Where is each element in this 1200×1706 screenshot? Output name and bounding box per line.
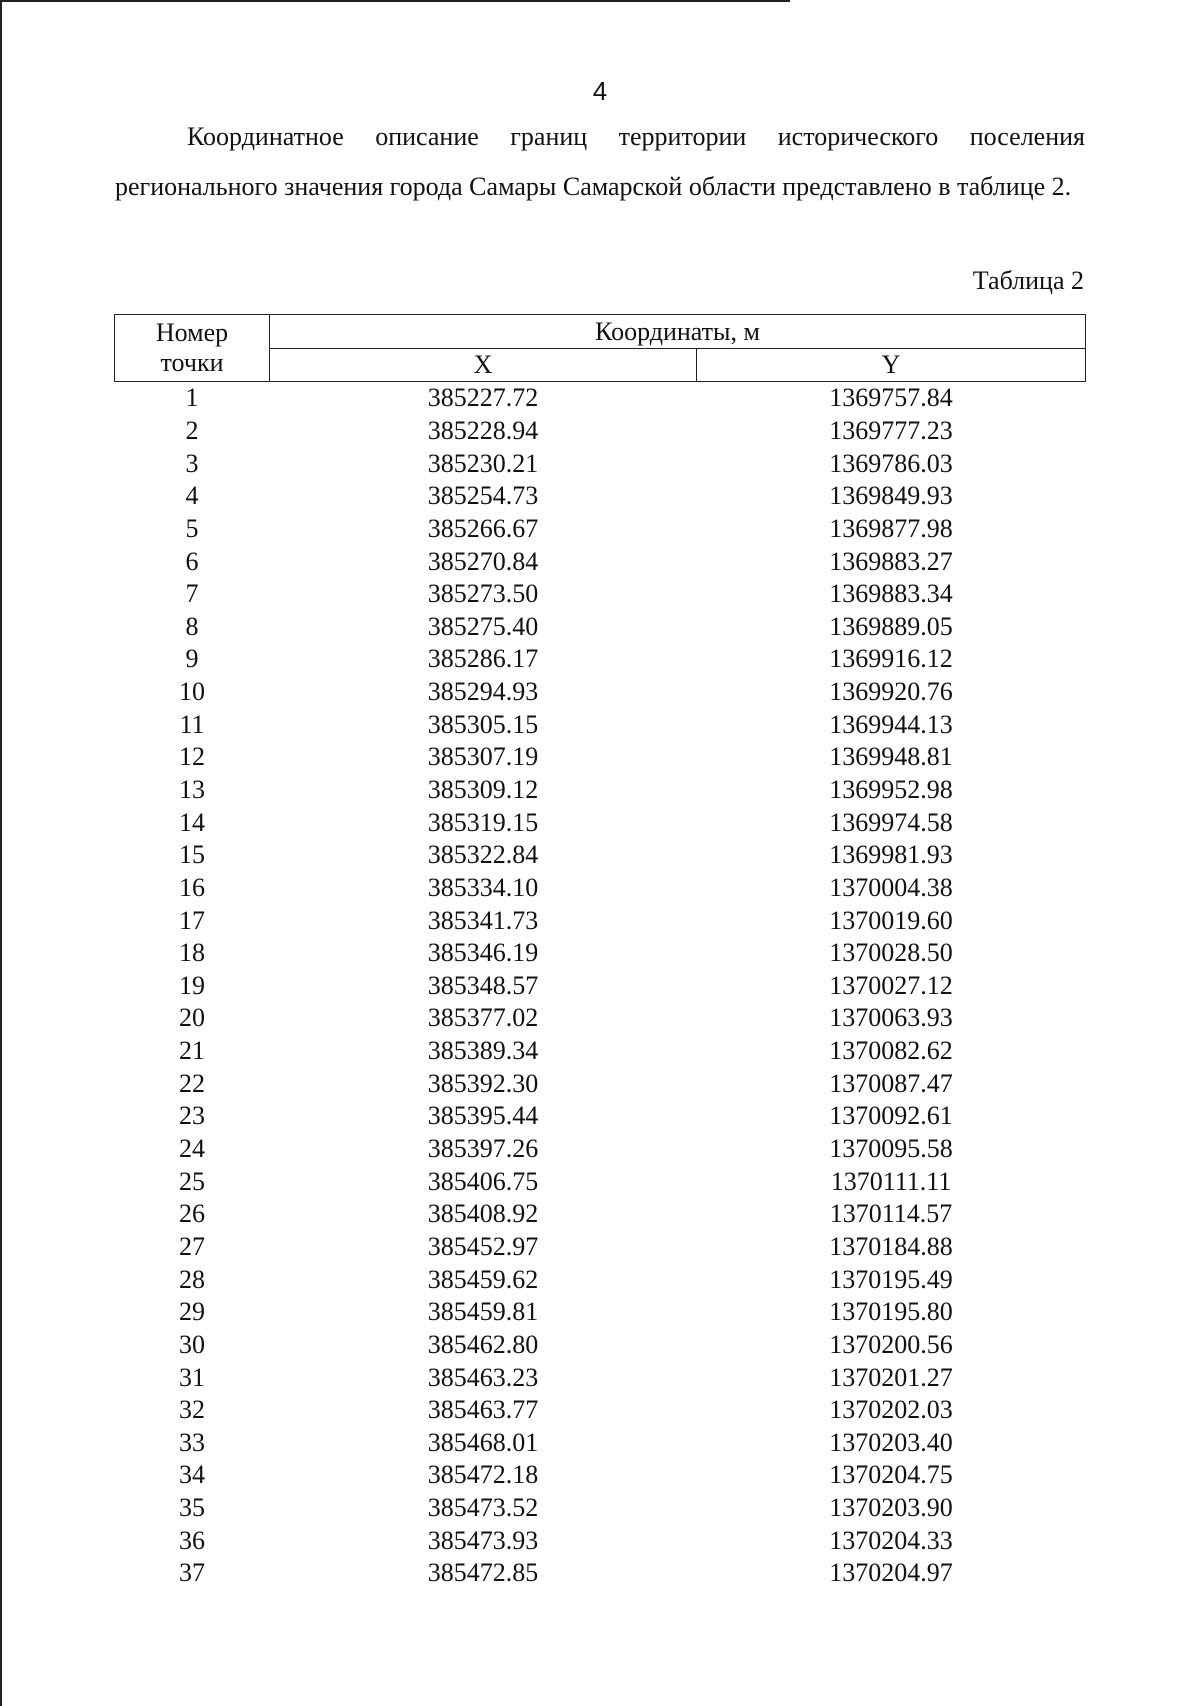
cell-y: 1369777.23 <box>829 415 953 445</box>
table-row <box>115 513 1086 546</box>
cell-point-number: 22 <box>179 1068 205 1098</box>
cell-x: 385468.01 <box>427 1427 539 1457</box>
cell-x: 385266.67 <box>427 513 539 543</box>
cell-point-number: 9 <box>185 644 199 674</box>
cell-x: 385389.34 <box>427 1036 539 1066</box>
header-point-number <box>115 315 270 382</box>
cell-x: 385408.92 <box>427 1199 539 1229</box>
table-row <box>115 1524 1086 1557</box>
cell-x: 385348.57 <box>427 970 539 1000</box>
table-row <box>115 1459 1086 1492</box>
table-row <box>115 741 1086 774</box>
cell-y: 1370095.58 <box>829 1134 953 1164</box>
table-row <box>115 1296 1086 1329</box>
table-row <box>115 839 1086 872</box>
intro-paragraph: Координатное описание границ территории исторического поселения регионального значения города Самары Самарской области представлено в таблице 2. <box>115 122 1085 201</box>
cell-point-number: 20 <box>179 1003 205 1033</box>
cell-point-number: 5 <box>185 513 199 543</box>
header-coordinates: Координаты, м <box>270 315 1086 349</box>
header-point-number-line2: точки <box>160 348 224 377</box>
cell-point-number: 29 <box>179 1297 205 1327</box>
table-row <box>115 1231 1086 1264</box>
table-row <box>115 545 1086 578</box>
cell-x: 385322.84 <box>427 840 539 870</box>
cell-point-number: 33 <box>179 1427 205 1457</box>
cell-point-number: 31 <box>179 1362 205 1392</box>
cell-y: 1370092.61 <box>829 1101 953 1131</box>
cell-x: 385463.77 <box>427 1395 539 1425</box>
table-row <box>115 1492 1086 1525</box>
cell-x: 385275.40 <box>427 611 539 641</box>
cell-y: 1370204.33 <box>829 1525 953 1555</box>
cell-point-number: 21 <box>179 1036 205 1066</box>
cell-x: 385334.10 <box>427 872 539 902</box>
cell-y: 1370082.62 <box>829 1036 953 1066</box>
table-row <box>115 676 1086 709</box>
cell-y: 1370195.49 <box>829 1264 953 1294</box>
cell-y: 1370027.12 <box>829 970 953 1000</box>
cell-x: 385286.17 <box>427 644 539 674</box>
table-row <box>115 1002 1086 1035</box>
cell-x: 385228.94 <box>427 415 539 445</box>
cell-point-number: 18 <box>179 938 205 968</box>
cell-point-number: 11 <box>179 709 205 739</box>
table-row <box>115 1198 1086 1231</box>
cell-y: 1369974.58 <box>829 807 953 837</box>
cell-point-number: 7 <box>185 579 199 609</box>
cell-y: 1370204.97 <box>829 1558 953 1588</box>
cell-point-number: 1 <box>185 383 199 413</box>
cell-x: 385463.23 <box>427 1362 539 1392</box>
cell-x: 385459.62 <box>427 1264 539 1294</box>
cell-y: 1370028.50 <box>829 938 953 968</box>
page-number: 4 <box>592 76 608 106</box>
cell-x: 385307.19 <box>427 742 539 772</box>
cell-y: 1370063.93 <box>829 1003 953 1033</box>
table-row <box>115 1165 1086 1198</box>
cell-point-number: 12 <box>179 742 205 772</box>
cell-x: 385406.75 <box>427 1166 539 1196</box>
table-row <box>115 1394 1086 1427</box>
cell-y: 1370203.40 <box>829 1427 953 1457</box>
table-row <box>115 1361 1086 1394</box>
cell-point-number: 16 <box>179 872 205 902</box>
cell-y: 1369920.76 <box>829 677 953 707</box>
table-row <box>115 578 1086 611</box>
cell-point-number: 8 <box>185 611 199 641</box>
table-row <box>115 1557 1086 1590</box>
cell-x: 385341.73 <box>427 905 539 935</box>
cell-x: 385377.02 <box>427 1003 539 1033</box>
cell-y: 1369877.98 <box>829 513 953 543</box>
table-row <box>115 1100 1086 1133</box>
table-row <box>115 806 1086 839</box>
cell-x: 385473.93 <box>427 1525 539 1555</box>
table-row <box>115 872 1086 905</box>
cell-y: 1369944.13 <box>829 709 953 739</box>
cell-y: 1370200.56 <box>829 1329 953 1359</box>
cell-y: 1369757.84 <box>829 383 953 413</box>
table-row <box>115 610 1086 643</box>
cell-y: 1369952.98 <box>829 775 953 804</box>
cell-y: 1369849.93 <box>829 481 953 511</box>
cell-x: 385472.18 <box>427 1460 539 1490</box>
cell-x: 385309.12 <box>427 775 539 804</box>
coordinates-table <box>114 314 1086 1590</box>
cell-y: 1370203.90 <box>829 1493 953 1523</box>
table-row <box>115 1329 1086 1362</box>
cell-y: 1369889.05 <box>829 611 953 641</box>
cell-y: 1369916.12 <box>829 644 953 674</box>
cell-point-number: 19 <box>179 970 205 1000</box>
page-border-left <box>0 0 2 1706</box>
cell-y: 1370004.38 <box>829 872 953 902</box>
cell-point-number: 14 <box>179 807 205 837</box>
cell-y: 1369948.81 <box>829 742 953 772</box>
cell-x: 385254.73 <box>427 481 539 511</box>
table-row <box>115 415 1086 448</box>
cell-y: 1370202.03 <box>829 1395 953 1425</box>
cell-point-number: 36 <box>179 1525 205 1555</box>
cell-point-number: 23 <box>179 1101 205 1131</box>
cell-point-number: 30 <box>179 1329 205 1359</box>
cell-point-number: 26 <box>179 1199 205 1229</box>
table-row <box>115 1427 1086 1460</box>
table-row <box>115 1067 1086 1100</box>
cell-x: 385270.84 <box>427 546 539 576</box>
cell-point-number: 13 <box>179 775 205 804</box>
cell-point-number: 10 <box>179 677 205 707</box>
table-row <box>115 643 1086 676</box>
cell-x: 385319.15 <box>427 807 539 837</box>
table-row <box>115 937 1086 970</box>
cell-x: 385392.30 <box>427 1068 539 1098</box>
cell-y: 1370195.80 <box>829 1297 953 1327</box>
table-row <box>115 904 1086 937</box>
cell-y: 1370201.27 <box>829 1362 953 1392</box>
cell-y: 1370204.75 <box>829 1460 953 1490</box>
cell-x: 385230.21 <box>427 448 539 478</box>
cell-x: 385294.93 <box>427 677 539 707</box>
table-row <box>115 970 1086 1003</box>
table-row <box>115 382 1086 415</box>
table-row <box>115 447 1086 480</box>
cell-x: 385462.80 <box>427 1329 539 1359</box>
cell-x: 385346.19 <box>427 938 539 968</box>
cell-x: 385452.97 <box>427 1231 539 1261</box>
cell-y: 1370111.11 <box>830 1166 952 1196</box>
cell-y: 1369981.93 <box>829 840 953 870</box>
cell-point-number: 17 <box>179 905 205 935</box>
cell-point-number: 32 <box>179 1395 205 1425</box>
cell-point-number: 28 <box>179 1264 205 1294</box>
cell-point-number: 37 <box>179 1558 205 1588</box>
cell-x: 385395.44 <box>427 1101 539 1131</box>
table-row <box>115 1133 1086 1166</box>
cell-y: 1370114.57 <box>829 1199 953 1229</box>
table-body <box>115 382 1086 1590</box>
cell-y: 1369883.34 <box>829 579 953 609</box>
header-y: Y <box>697 349 1086 382</box>
table-row <box>115 1035 1086 1068</box>
page-border-top <box>0 0 790 2</box>
cell-y: 1370184.88 <box>829 1231 953 1261</box>
cell-x: 385273.50 <box>427 579 539 609</box>
cell-x: 385472.85 <box>427 1558 539 1588</box>
header-x: X <box>270 349 697 382</box>
cell-y: 1370019.60 <box>829 905 953 935</box>
table-row <box>115 774 1086 807</box>
cell-point-number: 34 <box>179 1460 205 1490</box>
cell-y: 1370087.47 <box>829 1068 953 1098</box>
cell-x: 385305.15 <box>427 709 539 739</box>
cell-point-number: 25 <box>179 1166 205 1196</box>
table-row <box>115 480 1086 513</box>
cell-point-number: 3 <box>185 448 199 478</box>
cell-y: 1369883.27 <box>829 546 953 576</box>
cell-point-number: 4 <box>185 481 199 511</box>
cell-x: 385459.81 <box>427 1297 539 1327</box>
table-caption: Таблица 2 <box>972 266 1084 295</box>
cell-x: 385227.72 <box>427 383 539 413</box>
cell-point-number: 27 <box>179 1231 205 1261</box>
cell-x: 385473.52 <box>427 1493 539 1523</box>
table-row <box>115 708 1086 741</box>
cell-point-number: 2 <box>185 415 199 445</box>
cell-point-number: 15 <box>179 840 205 870</box>
cell-point-number: 35 <box>179 1493 205 1523</box>
table-row <box>115 1263 1086 1296</box>
cell-point-number: 6 <box>185 546 199 576</box>
cell-point-number: 24 <box>179 1134 205 1164</box>
header-point-number-line1: Номер <box>155 318 229 347</box>
cell-x: 385397.26 <box>427 1134 539 1164</box>
table-header <box>115 315 1086 382</box>
cell-y: 1369786.03 <box>829 448 953 478</box>
